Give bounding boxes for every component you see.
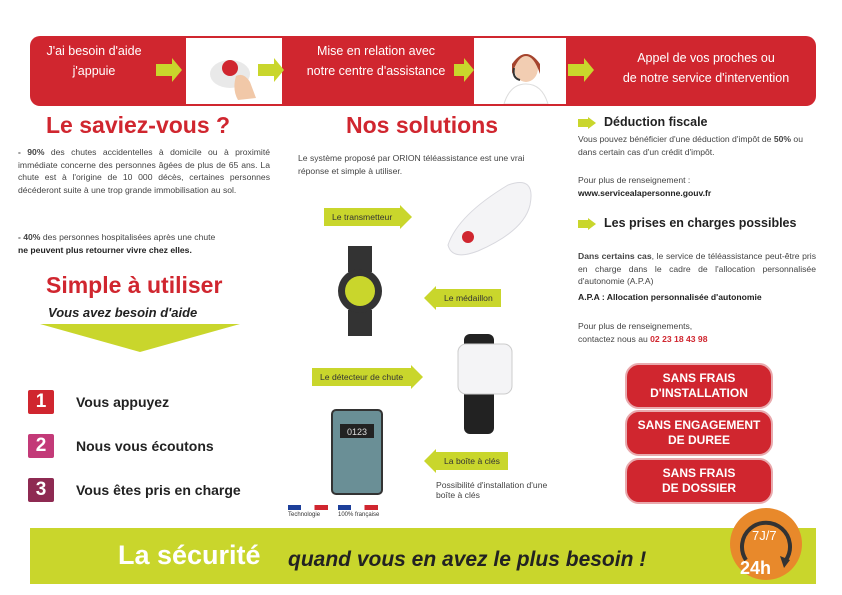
pill-sans-frais-installation [625,363,773,409]
key-box-image [330,408,390,498]
step-3-label: Vous êtes pris en charge [76,482,241,498]
deduction-bold: 50% [773,134,792,144]
deduction-title: Déduction fiscale [604,115,708,129]
pill-sans-engagement [625,410,773,456]
saviez-p1-text: des chutes accidentelles à domicile ou à proximité immédiate concerne des personnes âgées de plus de 65 ans. La chute est à l'origine de 10 000 décès, certaines personnes décéderont suite à une trop grande immobilisation au sol. [18,147,270,195]
footer-technologie: Technologie [288,512,321,518]
boite-note: Possibilité d'installation d'une boîte à clés [436,480,548,500]
saviez-title: Le saviez-vous ? [46,112,231,138]
solutions-title: Nos solutions [346,112,499,138]
down-arrow-icon [40,324,240,354]
operator-headset-icon [474,38,566,104]
banner-step2-line2: notre centre d'assistance [306,64,446,78]
pill-2-line1: SANS ENGAGEMENT [637,418,761,432]
tag-boite: La boîte à clés [436,452,508,470]
prises-body: , le service de téléassistance peut-être pris en charge dans le cadre de l'allocation personnalisée d'autonomie (A.P.A) [578,251,816,286]
phone-number[interactable]: 02 23 18 43 98 [650,334,708,344]
medallion-image [330,246,390,336]
simple-title: Simple à utiliser [46,272,223,298]
step-1-label: Vous appuyez [76,394,170,410]
pill-3-line2: DE DOSSIER [661,481,736,495]
banner-step3-line2: de notre service d'intervention [622,71,790,85]
website-link[interactable]: www.servicealapersonne.gouv.fr [578,188,712,198]
badge-7j7: 7J/7 [752,528,777,543]
banner-arrow-2 [258,64,274,76]
deduction-text2: ou dans certain cas d'un crédit d'impôt. [578,134,803,157]
pill-1-line2: D'INSTALLATION [650,386,748,400]
step-3-number: 3 [28,478,54,502]
contact-line1: Pour plus de renseignements, [578,321,693,331]
arrow-bullet-icon [578,218,596,230]
tag-medaillon: Le médaillon [436,289,501,307]
banner-arrow-1 [156,64,172,76]
pill-3-line1: SANS FRAIS [662,466,736,480]
tag-detecteur: Le détecteur de chute [312,368,411,386]
banner-step1 [34,41,154,81]
banner-step1-line2: j'appuie [72,64,116,78]
banner-step2-line1: Mise en relation avec [316,44,436,58]
saviez-p2-text: des personnes hospitalisées après une chute [40,232,216,242]
banner-arrow-3 [454,64,464,76]
banner-step2 [288,41,464,81]
fall-detector-image [454,334,524,434]
contact-line2 [578,333,708,346]
prises-title: Les prises en charges possibles [604,216,797,230]
prises-bold: Dans certains cas [578,251,652,261]
contact-line2-text: contactez nous au [578,334,651,344]
deduction-text [578,133,818,158]
deduction-text1: Vous pouvez bénéficier d'une déduction d'impôt de [578,134,774,144]
step-2-number: 2 [28,434,54,458]
banner-arrow-4 [568,64,584,76]
saviez-paragraph-1 [18,146,270,196]
prises-text [578,250,816,288]
slogan-securite: La sécurité [118,540,261,570]
tag-transmetteur: Le transmetteur [324,208,400,226]
banner-step3-line1: Appel de vos proches ou [637,51,775,65]
banner-step1-line1: J'ai besoin d'aide [46,44,142,58]
pill-sans-frais-dossier [625,458,773,504]
pill-2-line2: DE DUREE [667,433,730,447]
pill-1-line1: SANS FRAIS [662,371,736,385]
operator-image [474,38,566,104]
slogan-rest: quand vous en avez le plus besoin ! [288,548,647,571]
flag-left [288,505,328,510]
key-box-code: 0123 [346,427,368,437]
transmitter-image [438,175,538,265]
flag-right [338,505,378,510]
info-label: Pour plus de renseignement : [578,175,691,185]
solutions-intro: Le système proposé par ORION téléassistance est une vrai réponse et simple à utiliser. [298,153,525,176]
apa-definition: A.P.A : Allocation personnalisée d'autonomie [578,292,762,302]
footer-francaise: 100% française [338,512,380,518]
simple-subtitle: Vous avez besoin d'aide [48,305,198,320]
saviez-p2-bold: - 40% [18,232,41,242]
saviez-p1-bold: - 90% [18,147,45,157]
badge-24h: 24h [740,558,772,578]
step-2-label: Nous vous écoutons [76,438,214,454]
saviez-p2-bold2: ne peuvent plus retourner vivre chez elles. [18,244,192,255]
banner-step3 [600,48,812,88]
step-1-number: 1 [28,390,54,414]
arrow-bullet-icon [578,117,596,129]
saviez-paragraph-2 [18,231,272,256]
